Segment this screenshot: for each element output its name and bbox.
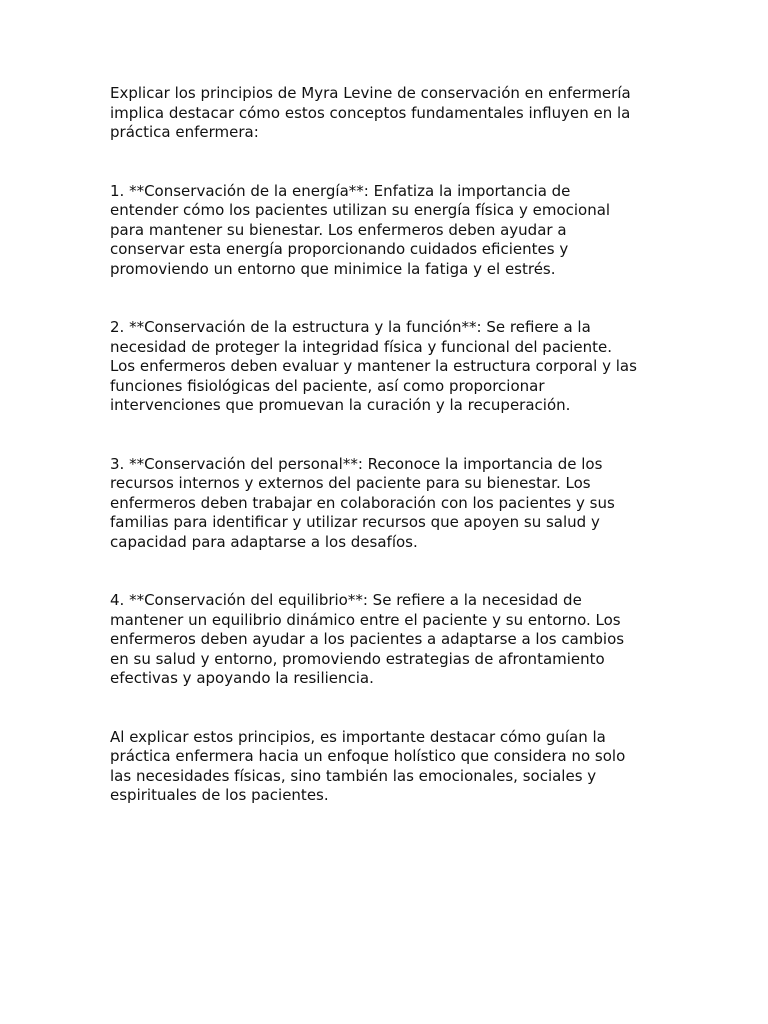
intro-paragraph: [110, 84, 670, 143]
text-line: intervenciones que promuevan la curación y la recuperación.: [110, 396, 571, 414]
text-line: Explicar los principios de Myra Levine de conservación en enfermería: [110, 84, 631, 102]
text-line: enfermeros deben trabajar en colaboración con los pacientes y sus: [110, 493, 615, 512]
principle-structure-paragraph: [110, 318, 670, 416]
text-line: funciones fisiológicas del paciente, así como proporcionar: [110, 376, 545, 395]
principle-personal-paragraph: [110, 455, 670, 553]
document-page: [110, 84, 670, 806]
text-line: espirituales de los pacientes.: [110, 786, 329, 804]
text-line: recursos internos y externos del paciente para su bienestar. Los: [110, 474, 591, 492]
text-line: familias para identificar y utilizar recursos que apoyen su salud y: [110, 513, 600, 531]
text-line: 4. **Conservación del equilibrio**: Se refiere a la necesidad de: [110, 591, 582, 609]
text-line: 1. **Conservación de la energía**: Enfatiza la importancia de: [110, 181, 571, 200]
text-line: Los enfermeros deben evaluar y mantener la estructura corporal y las: [110, 357, 637, 375]
principle-energy-paragraph: [110, 182, 670, 280]
text-line: práctica enfermera:: [110, 123, 259, 141]
text-line: Al explicar estos principios, es importante destacar cómo guían la: [110, 727, 606, 746]
text-line: 2. **Conservación de la estructura y la función**: Se refiere a la: [110, 318, 591, 336]
text-line: implica destacar cómo estos conceptos fundamentales influyen en la: [110, 103, 631, 122]
text-line: en su salud y entorno, promoviendo estrategias de afrontamiento: [110, 649, 605, 668]
principle-balance-paragraph: [110, 591, 670, 689]
text-line: práctica enfermera hacia un enfoque holístico que considera no solo: [110, 747, 626, 765]
text-line: entender cómo los pacientes utilizan su energía física y emocional: [110, 201, 611, 219]
text-line: enfermeros deben ayudar a los pacientes a adaptarse a los cambios: [110, 630, 625, 648]
text-line: las necesidades físicas, sino también las emocionales, sociales y: [110, 766, 597, 785]
text-line: necesidad de proteger la integridad física y funcional del paciente.: [110, 337, 613, 356]
text-line: capacidad para adaptarse a los desafíos.: [110, 532, 418, 551]
text-line: 3. **Conservación del personal**: Reconoce la importancia de los: [110, 454, 603, 473]
text-line: promoviendo un entorno que minimice la fatiga y el estrés.: [110, 259, 556, 278]
text-line: para mantener su bienestar. Los enfermeros deben ayudar a: [110, 220, 567, 239]
text-line: efectivas y apoyando la resiliencia.: [110, 669, 374, 687]
text-line: conservar esta energía proporcionando cuidados eficientes y: [110, 240, 569, 258]
conclusion-paragraph: [110, 728, 670, 806]
text-line: mantener un equilibrio dinámico entre el paciente y su entorno. Los: [110, 610, 621, 629]
